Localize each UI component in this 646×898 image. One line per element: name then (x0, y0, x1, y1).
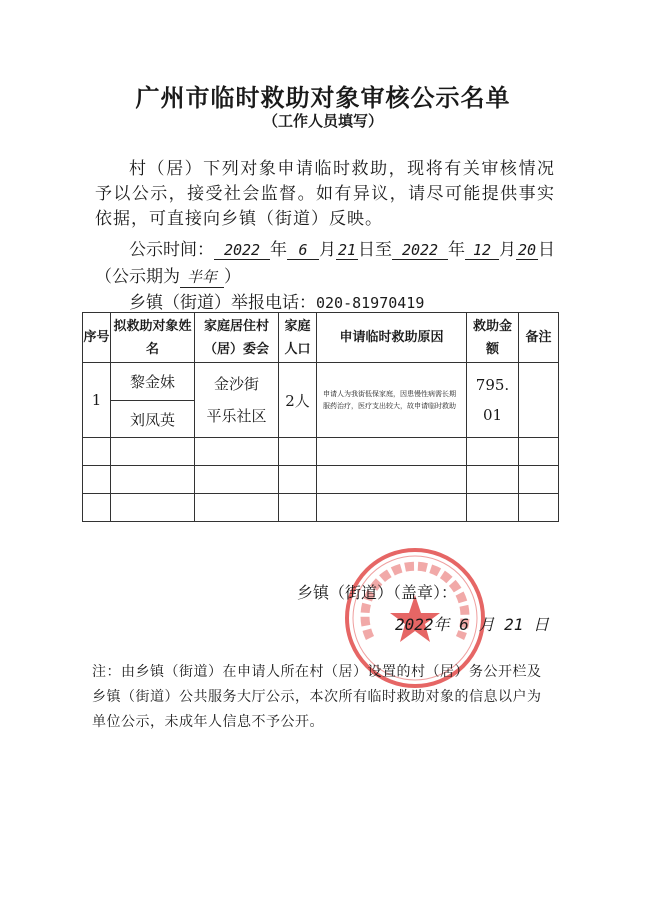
table-header-row (83, 313, 559, 363)
month-unit: 月 (499, 240, 516, 260)
row-people: 2人 (279, 363, 317, 438)
row-no: 1 (83, 363, 111, 438)
header-reason: 申请临时救助原因 (317, 313, 467, 363)
seal-month: 6 (459, 615, 469, 634)
seal-year: 2022 (395, 615, 434, 634)
header-people: 家庭人口 (279, 313, 317, 363)
seal-month-unit: 月 (478, 615, 495, 634)
footnote: 注：由乡镇（街道）在申请人所在村（居）设置的村（居）务公开栏及乡镇（街道）公共服务大厅公示，本次所有临时救助对象的信息以户为单位公示，未成年人信息不予公开。 (92, 664, 542, 730)
hotline-label: 乡镇（街道）举报电话： (129, 293, 316, 313)
period-label: 公示时间： (129, 240, 214, 260)
header-amount: 救助金额 (467, 313, 519, 363)
row-address (195, 363, 279, 438)
empty-row (83, 494, 559, 522)
row-reason: 申请人为我街低保家庭，因患慢性病需长期服药治疗，医疗支出较大，故申请临时救助 (317, 363, 467, 438)
seal-date (395, 612, 549, 635)
month-unit: 月 (319, 240, 336, 260)
row-address-2: 平乐社区 (206, 407, 267, 425)
recipient-table (82, 312, 559, 522)
end-month: 12 (465, 241, 499, 260)
publicity-period (129, 235, 555, 260)
empty-row (83, 466, 559, 494)
header-name: 拟救助对象姓名 (111, 313, 195, 363)
day-unit: 日 (358, 240, 375, 260)
start-day: 21 (337, 241, 357, 259)
start-year: 2022 (214, 241, 270, 260)
duration-value: 半年 (180, 266, 224, 288)
intro-paragraph: 村（居）下列对象申请临时救助，现将有关审核情况予以公示，接受社会监督。如有异议，请尽可能提供事实依据，可直接向乡镇（街道）反映。 (95, 159, 555, 229)
page-subtitle: （工作人员填写） (262, 112, 383, 130)
duration-prefix: （公示期为 (95, 267, 180, 287)
hotline-number: 020-81970419 (316, 294, 425, 312)
publicity-duration (95, 262, 241, 288)
to-text: 至 (375, 240, 392, 260)
header-address: 家庭居住村（居）委会 (195, 313, 279, 363)
empty-row (83, 438, 559, 466)
day-unit: 日 (538, 240, 555, 260)
row-name-1: 黎金妹 (111, 363, 195, 401)
row-address-1: 金沙街 (213, 375, 259, 393)
seal-label: 乡镇（街道）（盖章）： (297, 583, 458, 602)
seal-day: 21 (504, 615, 524, 634)
seal-day-unit: 日 (533, 615, 550, 634)
report-hotline (129, 288, 424, 313)
header-remark: 备注 (519, 313, 559, 363)
row-remark (519, 363, 559, 438)
end-day: 20 (517, 241, 537, 259)
table-row (83, 363, 559, 401)
end-year: 2022 (392, 241, 448, 260)
year-unit: 年 (448, 240, 465, 260)
start-month: 6 (287, 241, 319, 260)
seal-year-unit: 年 (433, 615, 450, 634)
header-no: 序号 (83, 313, 111, 363)
duration-suffix: ） (224, 267, 241, 287)
page-title: 广州市临时救助对象审核公示名单 (135, 84, 511, 112)
row-amount: 795.01 (467, 363, 519, 438)
row-name-2: 刘凤英 (111, 401, 195, 438)
year-unit: 年 (270, 240, 287, 260)
